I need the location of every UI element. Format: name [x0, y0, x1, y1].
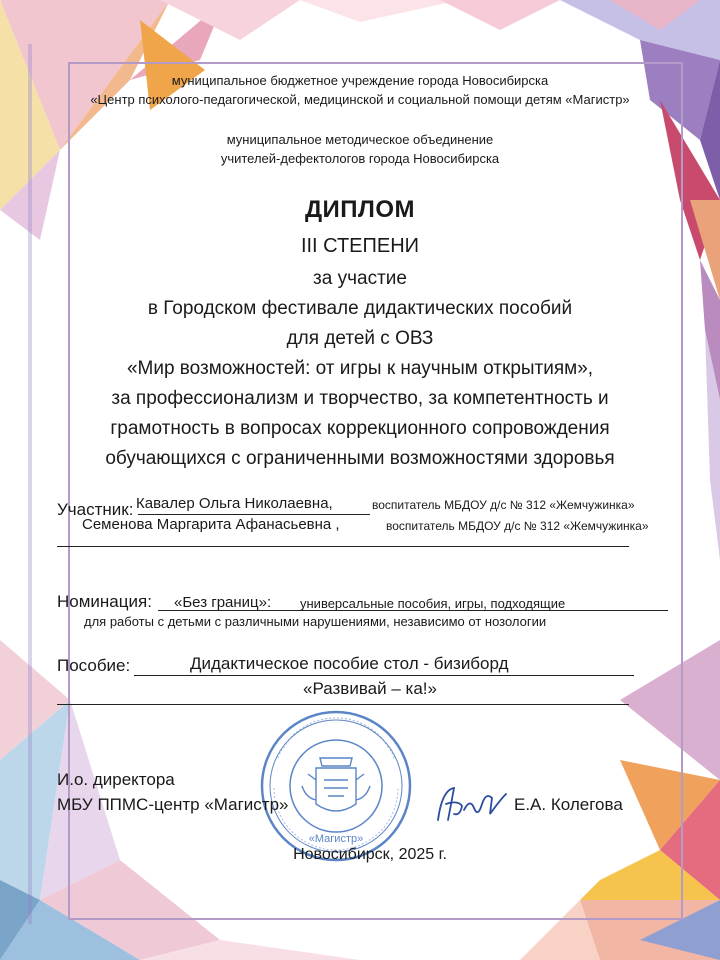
- manual-underline-1: [134, 675, 634, 676]
- manual-line-2: «Развивай – ка!»: [303, 679, 437, 698]
- handwritten-signature: [430, 780, 510, 826]
- participant-underline-2: [57, 546, 629, 547]
- manual-label: Пособие:: [57, 656, 131, 675]
- director-name: Е.А. Колегова: [514, 795, 623, 814]
- body-line-5: за профессионализм и творчество, за компетентность и: [111, 388, 609, 409]
- assoc-line-1: муниципальное методическое объединение: [226, 132, 494, 147]
- body-line-3: для детей с ОВЗ: [286, 328, 434, 349]
- participant-2-name: Семенова Маргарита Афанасьевна ,: [82, 516, 340, 533]
- nomination-desc-2: для работы с детьми с различными нарушениями, независимо от нозологии: [84, 614, 547, 629]
- stamp-center-text: «Магистр»: [308, 833, 364, 845]
- body-line-7: обучающихся с ограниченными возможностями здоровья: [105, 448, 615, 469]
- participant-label: Участник:: [57, 500, 134, 519]
- frame-left-accent: [28, 44, 32, 924]
- diploma-degree: III СТЕПЕНИ: [300, 235, 420, 257]
- participant-1-role: воспитатель МБДОУ д/с № 312 «Жемчужинка»: [372, 498, 635, 512]
- body-line-1: за участие: [313, 268, 407, 289]
- assoc-line-2: учителей-дефектологов города Новосибирска: [220, 151, 500, 166]
- org-line-1: муниципальное бюджетное учреждение города Новосибирска: [171, 73, 549, 88]
- nomination-label: Номинация:: [57, 592, 152, 611]
- participant-underline-1: [138, 514, 370, 515]
- nomination-desc-1: универсальные пособия, игры, подходящие: [300, 596, 566, 611]
- director-position-2: МБУ ППМС-центр «Магистр»: [57, 795, 289, 814]
- body-line-2: в Городском фестивале дидактических пособий: [147, 298, 573, 319]
- manual-line-1: Дидактическое пособие стол - бизиборд: [190, 654, 509, 673]
- participant-1-name: Кавалер Ольга Николаевна,: [136, 495, 333, 512]
- body-line-6: грамотность в вопросах коррекционного сопровождения: [110, 418, 610, 439]
- body-line-4: «Мир возможностей: от игры к научным открытиям»,: [126, 358, 594, 379]
- manual-underline-2: [57, 704, 629, 705]
- nomination-name: «Без границ»:: [174, 594, 272, 611]
- nomination-underline: [158, 610, 668, 611]
- director-position-1: И.о. директора: [57, 770, 175, 789]
- official-stamp: [258, 708, 414, 864]
- org-line-2: «Центр психолого-педагогической, медицинской и социальной помощи детям «Магистр»: [90, 92, 630, 107]
- participant-2-role: воспитатель МБДОУ д/с № 312 «Жемчужинка»: [386, 519, 649, 533]
- diploma-title: ДИПЛОМ: [304, 196, 416, 223]
- city-year: Новосибирск, 2025 г.: [293, 846, 447, 863]
